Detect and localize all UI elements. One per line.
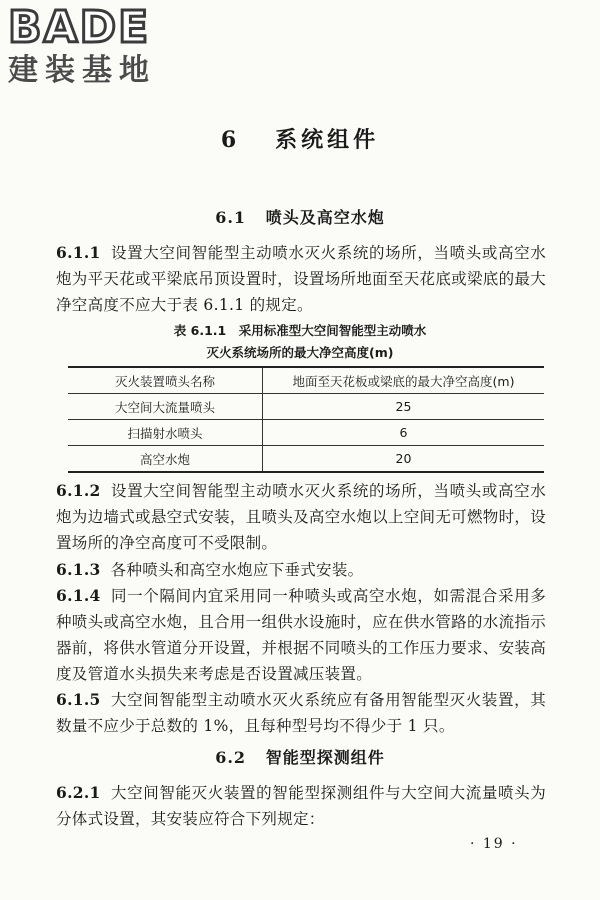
clause-text: 设置大空间智能型主动喷水灭火系统的场所，当喷头或高空水炮为平天花或平梁底吊顶设置时，设置场所地面至天花底或梁底的最大净空高度不应大于表 6.1.1 的规定。	[56, 244, 546, 314]
table-header-row	[68, 367, 544, 394]
clause-number: 6.1.2	[56, 481, 101, 500]
table-cell: 25	[263, 394, 545, 420]
clause-number: 6.2.1	[56, 783, 101, 802]
section-title-6-1	[0, 205, 600, 228]
table-header-cell: 灭火装置喷头名称	[68, 367, 263, 394]
max-clear-height-table	[68, 366, 544, 473]
table-cell: 20	[263, 446, 545, 473]
page-number: · 19 ·	[470, 836, 518, 852]
section-name: 智能型探测组件	[265, 748, 385, 767]
section-title-6-2	[0, 745, 600, 768]
section-number: 6.2	[215, 748, 247, 767]
clause-number: 6.1.1	[56, 243, 101, 262]
logo-subtitle: 建装基地	[8, 53, 156, 88]
chapter-number: 6	[220, 127, 241, 153]
clause-text: 大空间智能灭火装置的智能型探测组件与大空间大流量喷头为分体式设置，其安装应符合下列规定：	[56, 784, 546, 828]
clause-6-2-1	[56, 780, 546, 832]
chapter-title	[0, 123, 600, 154]
table-row	[68, 446, 544, 473]
clause-text: 同一个隔间内宜采用同一种喷头或高空水炮，如需混合采用多种喷头或高空水炮，且合用一组供水设施时，应在供水管路的水流指示器前，将供水管道分开设置，并根据不同喷头的工作压力要求、安装高度及管道水头损失来考虑是否设置减压装置。	[56, 587, 546, 683]
logo-brand: BADE	[8, 2, 151, 53]
clause-number: 6.1.5	[56, 690, 101, 709]
clause-6-1-1	[56, 240, 546, 318]
clause-6-1-2	[56, 478, 546, 556]
table-header-cell: 地面至天花板或梁底的最大净空高度(m)	[263, 367, 545, 394]
chapter-name: 系统组件	[275, 127, 380, 153]
section-number: 6.1	[215, 208, 247, 227]
table-row	[68, 394, 544, 420]
table-cell: 扫描射水喷头	[68, 420, 263, 446]
clause-text: 各种喷头和高空水炮应下垂式安装。	[110, 561, 364, 579]
clause-6-1-4	[56, 583, 546, 687]
clause-6-1-5	[56, 687, 546, 739]
table-cell: 高空水炮	[68, 446, 263, 473]
table-caption-line2: 灭火系统场所的最大净空高度(m)	[206, 345, 394, 360]
table-row	[68, 420, 544, 446]
clause-6-1-3	[56, 557, 546, 583]
clause-number: 6.1.3	[56, 560, 101, 579]
clause-number: 6.1.4	[56, 586, 101, 605]
table-caption-line1: 表 6.1.1 采用标准型大空间智能型主动喷水	[173, 323, 427, 338]
bade-logo	[8, 4, 156, 88]
section-name: 喷头及高空水炮	[265, 208, 385, 227]
clause-text: 大空间智能型主动喷水灭火系统应有备用智能型灭火装置，其数量不应少于总数的 1%，且每种型号均不得少于 1 只。	[56, 691, 546, 735]
table-cell: 6	[263, 420, 545, 446]
table-cell: 大空间大流量喷头	[68, 394, 263, 420]
clause-text: 设置大空间智能型主动喷水灭火系统的场所，当喷头或高空水炮为边墙式或悬空式安装，且喷头及高空水炮以上空间无可燃物时，设置场所的净空高度可不受限制。	[56, 482, 546, 552]
